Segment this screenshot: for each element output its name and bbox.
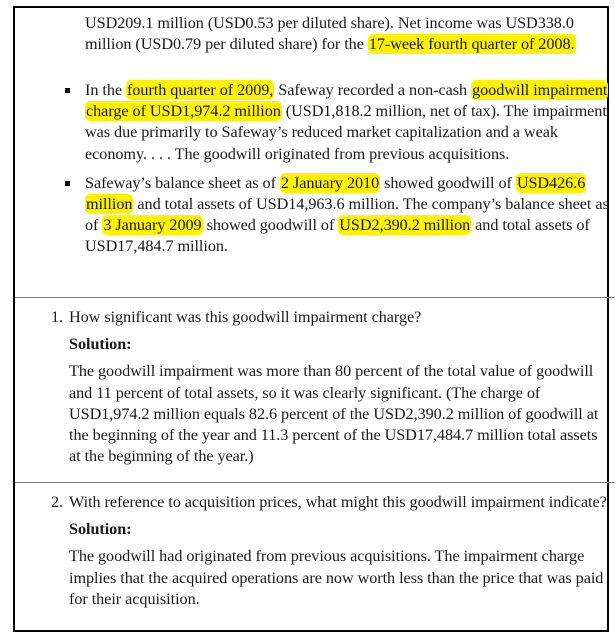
highlighted-segment: USD426.6 million <box>86 173 586 214</box>
case-excerpt <box>15 8 607 296</box>
solution-text: The goodwill had originated from previous acquisitions. The impairment charge implies that the acquired operations are now worth less than the price that was paid for their acquisition. <box>69 547 604 608</box>
solution-label: Solution: <box>69 335 132 354</box>
highlighted-segment: 3 January 2009 <box>103 216 202 235</box>
question-text: How significant was this goodwill impairment charge? <box>69 308 422 326</box>
text-segment: In the <box>85 81 127 99</box>
square-bullet-icon <box>65 88 70 93</box>
question-number: 1. <box>51 308 64 326</box>
text-segment: showed goodwill of <box>380 173 516 192</box>
highlighted-segment: goodwill impairment charge of USD1,974.2 million <box>86 81 608 121</box>
text-segment: (USD1,818.2 million, net of tax). The impairment was due primarily to Safeway’s reduced market capitalization and a weak economy. . . . The goodwill originated from previous acquisitions. <box>85 102 607 163</box>
text-segment: USD209.1 million (USD0.53 per diluted share). Net income was USD338.0 million (USD0.79 per diluted share) for the <box>85 14 574 54</box>
text-segment: Safeway’s balance sheet as of <box>85 173 280 192</box>
question-block <box>15 298 607 475</box>
question-item <box>51 307 611 467</box>
document-frame <box>13 6 609 632</box>
highlighted-segment: fourth quarter of 2009, <box>127 81 274 99</box>
solution-label: Solution: <box>69 520 132 539</box>
bullet-item <box>59 80 609 165</box>
question-block <box>15 483 607 628</box>
question-number: 2. <box>51 493 64 511</box>
highlighted-segment: 17-week fourth quarter of 2008. <box>368 35 575 54</box>
text-segment: and total assets of USD17,484.7 million. <box>85 216 590 256</box>
bullet-item <box>59 173 609 258</box>
text-segment: Safeway recorded a non-cash <box>274 81 472 99</box>
highlighted-segment: USD2,390.2 million <box>339 216 471 235</box>
intro-continuation <box>85 13 605 55</box>
text-segment: showed goodwill of <box>202 216 339 235</box>
square-bullet-icon <box>65 181 70 186</box>
text-segment: and total assets of USD14,963.6 million. The company’s balance sheet as of <box>85 195 609 235</box>
question-text: With reference to acquisition prices, what might this goodwill impairment indicate? <box>69 493 607 511</box>
bullet-list <box>59 80 609 260</box>
question-item <box>51 492 611 610</box>
solution-text: The goodwill impairment was more than 80 percent of the total value of goodwill and 11 percent of total assets, so it was clearly significant. (The charge of USD1,974.2 million equals 82.6 percent of the USD2,390.2 million of goodwill at the beginning of the year and 11.3 percent of the USD17,484.7 million total assets at the beginning of the year.) <box>69 362 599 466</box>
highlighted-segment: 2 January 2010 <box>280 173 380 192</box>
